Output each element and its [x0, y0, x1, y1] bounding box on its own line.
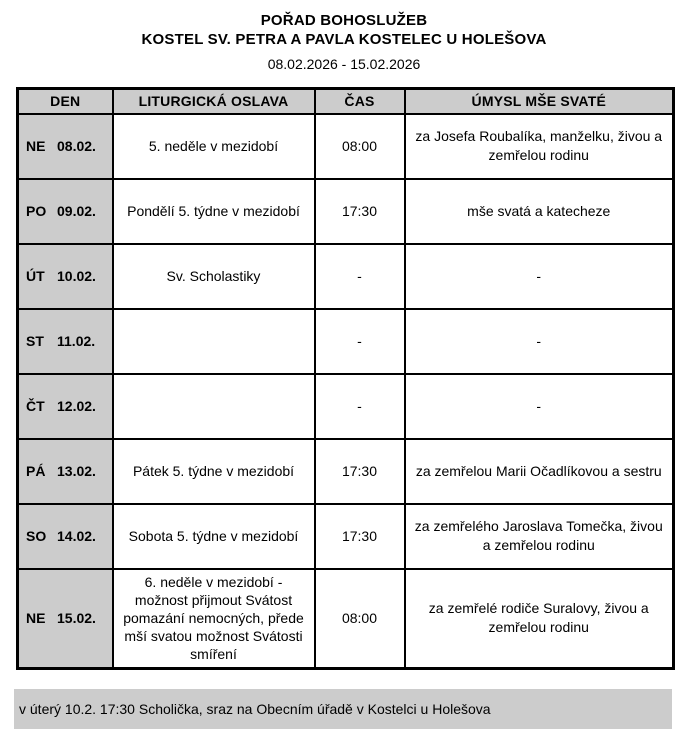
day-date: 09.02. — [57, 203, 96, 219]
time-cell: 08:00 — [315, 114, 405, 179]
day-date: 15.02. — [57, 610, 96, 627]
day-date: 14.02. — [57, 528, 96, 544]
day-abbr: SO — [26, 528, 47, 544]
day-date: 10.02. — [57, 268, 96, 284]
day-cell — [18, 374, 113, 439]
celebration-cell: Pondělí 5. týdne v mezidobí — [113, 179, 315, 244]
day-cell — [18, 309, 113, 374]
intention-cell: mše svatá a katecheze — [405, 179, 674, 244]
time-cell: - — [315, 244, 405, 309]
intention-cell: - — [405, 309, 674, 374]
celebration-cell: 6. neděle v mezidobí - možnost přijmout Svátost pomazání nemocných, přede mší svatou možnost Svátosti smíření — [113, 569, 315, 669]
celebration-cell — [113, 309, 315, 374]
day-abbr: ST — [26, 333, 44, 349]
intention-cell: za zemřelou Marii Očadlíkovou a sestru — [405, 439, 674, 504]
table-row-pa-1302 — [18, 439, 674, 504]
schedule-table — [16, 87, 675, 670]
intention-cell: - — [405, 374, 674, 439]
day-abbr: NE — [26, 138, 46, 154]
header-cell-umysl: ÚMYSL MŠE SVATÉ — [405, 89, 674, 114]
footer-note — [14, 689, 672, 729]
table-row-so-1402 — [18, 504, 674, 569]
time-cell: 17:30 — [315, 504, 405, 569]
intention-cell: - — [405, 244, 674, 309]
day-abbr: ČT — [26, 398, 45, 414]
footer-note-text: v úterý 10.2. 17:30 Scholička, sraz na Obecním úřadě v Kostelci u Holešova — [19, 701, 491, 717]
table-row-ct-1202 — [18, 374, 674, 439]
celebration-cell: Sv. Scholastiky — [113, 244, 315, 309]
celebration-cell — [113, 374, 315, 439]
date-range: 08.02.2026 - 15.02.2026 — [267, 56, 421, 72]
intention-cell: za zemřelého Jaroslava Tomečka, živou a zemřelou rodinu — [405, 504, 674, 569]
day-cell — [18, 114, 113, 179]
time-cell: 17:30 — [315, 179, 405, 244]
day-date: 11.02. — [57, 333, 96, 349]
header-cell-liturgicka-oslava: LITURGICKÁ OSLAVA — [113, 89, 315, 114]
header-cell-den: DEN — [18, 89, 113, 114]
time-cell: - — [315, 374, 405, 439]
time-cell: 17:30 — [315, 439, 405, 504]
celebration-cell: Sobota 5. týdne v mezidobí — [113, 504, 315, 569]
day-abbr: ÚT — [26, 268, 45, 284]
celebration-cell: 5. neděle v mezidobí — [113, 114, 315, 179]
intention-cell: za Josefa Roubalíka, manželku, živou a zemřelou rodinu — [405, 114, 674, 179]
day-cell — [18, 504, 113, 569]
table-row-ut-1002 — [18, 244, 674, 309]
time-cell: 08:00 — [315, 569, 405, 669]
day-date: 13.02. — [57, 463, 96, 479]
day-cell — [18, 179, 113, 244]
day-abbr: PO — [26, 203, 47, 219]
day-cell — [18, 244, 113, 309]
day-date: 12.02. — [57, 398, 96, 414]
table-row-st-1102 — [18, 309, 674, 374]
document-header — [0, 0, 688, 72]
day-abbr: PÁ — [26, 463, 46, 479]
day-date: 08.02. — [57, 138, 96, 154]
church-name: KOSTEL SV. PETRA A PAVLA KOSTELEC U HOLEŠOVA — [141, 31, 547, 48]
day-cell — [18, 569, 113, 669]
day-cell — [18, 439, 113, 504]
table-row-ne-0802 — [18, 114, 674, 179]
table-header-row — [18, 89, 674, 114]
day-abbr: NE — [26, 610, 46, 627]
time-cell: - — [315, 309, 405, 374]
page-title: POŘAD BOHOSLUŽEB — [260, 12, 428, 29]
table-row-po-0902 — [18, 179, 674, 244]
celebration-cell: Pátek 5. týdne v mezidobí — [113, 439, 315, 504]
intention-cell: za zemřelé rodiče Suralovy, živou a zemřelou rodinu — [405, 569, 674, 669]
table-row-ne-1502 — [18, 569, 674, 669]
header-cell-cas: ČAS — [315, 89, 405, 114]
